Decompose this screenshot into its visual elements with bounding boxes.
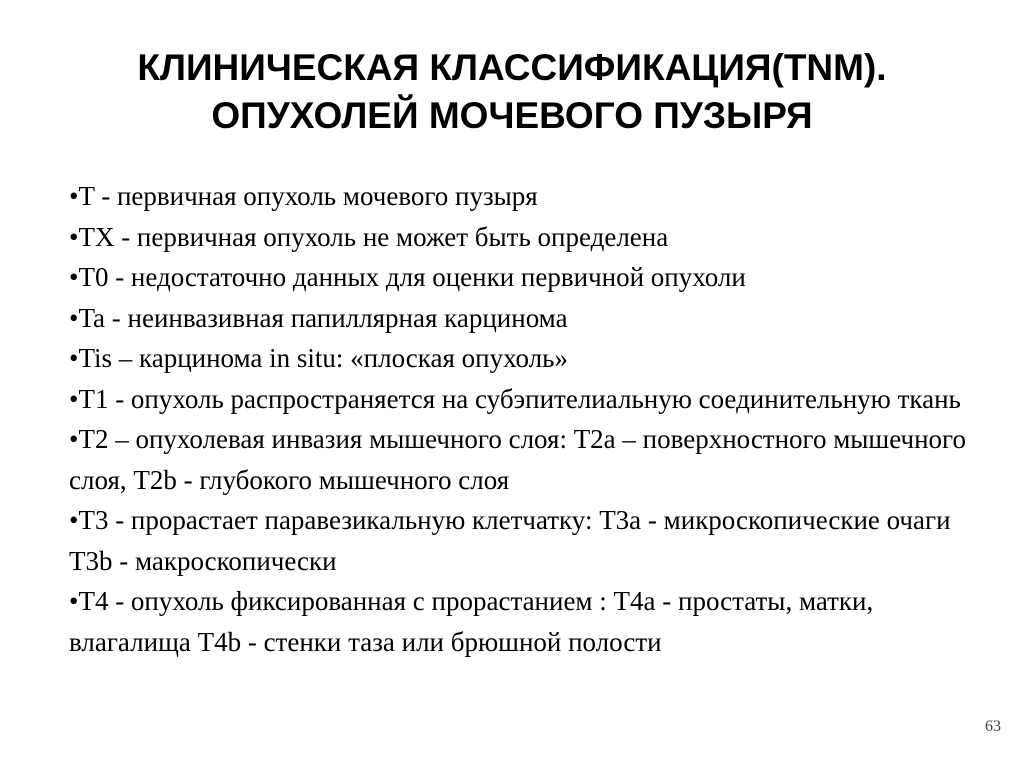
bullet-item: •T4 - опухоль фиксированная с прорастанием : T4a - простаты, матки, влагалища T4b - стенки таза или брюшной полости	[69, 586, 874, 657]
bullet-item: •T2 – опухолевая инвазия мышечного слоя: T2a – поверхностного мышечного слоя, T2b - глубокого мышечного слоя	[69, 424, 966, 495]
bullet-item: •T1 - опухоль распространяется на субэпителиальную соединительную ткань	[69, 383, 961, 414]
slide-title-line-2: ОПУХОЛЕЙ МОЧЕВОГО ПУЗЫРЯ	[211, 95, 813, 136]
bullet-item: •T0 - недостаточно данных для оценки первичной опухоли	[69, 262, 746, 292]
slide-title	[0, 44, 1024, 140]
bullet-item: •TX - первичная опухоль не может быть определена	[69, 221, 669, 252]
bullet-list	[69, 176, 994, 662]
bullet-item: •T - первичная опухоль мочевого пузыря	[69, 181, 538, 211]
slide-title-line-1: КЛИНИЧЕСКАЯ КЛАССИФИКАЦИЯ(TNM).	[137, 47, 887, 88]
bullet-item: •Ta - неинвазивная папиллярная карцинома	[69, 302, 568, 333]
bullet-item: •T3 - прорастает паравезикальную клетчатку: T3a - микроскопические очаги T3b - макроскопически	[69, 505, 951, 576]
page-number: 63	[985, 718, 1001, 735]
bullet-item: •Tis – карцинома in situ: «плоская опухоль»	[69, 343, 568, 373]
